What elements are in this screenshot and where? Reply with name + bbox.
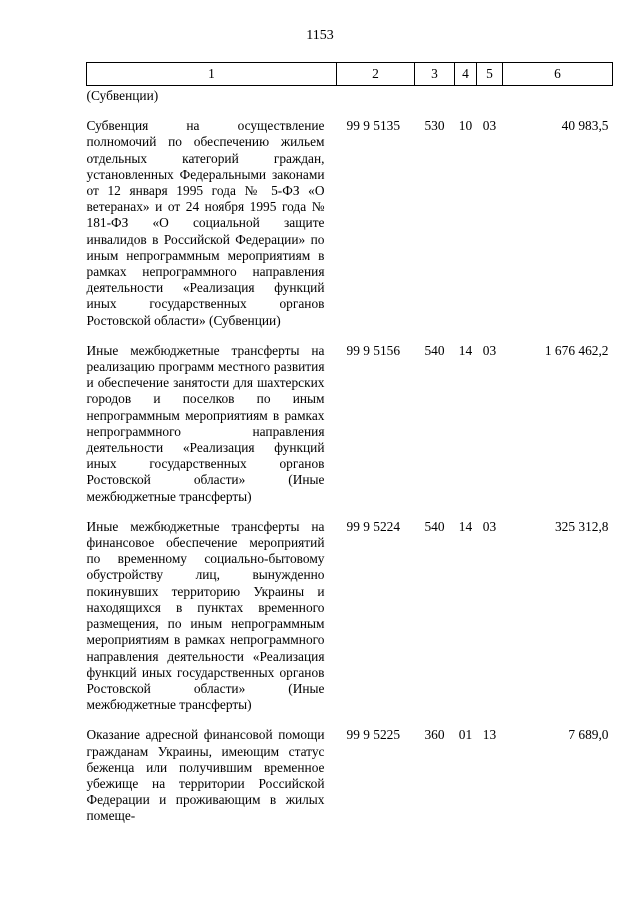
row-target-code: 99 9 5224 xyxy=(346,518,401,534)
row-section: 14 xyxy=(458,518,473,534)
table-row xyxy=(87,86,613,105)
row-description: Субвенция на осуществление полномочий по обеспечению жильем отдельных категорий граждан, установленных Федеральными законами от 12 января 1995 года № 5-ФЗ «О ветеранах» и от 24 ноября 1995 года № 181-ФЗ «О социальной защите инвалидов в Российской Федерации» по иным непрограммным мероприятиям в рамках непрограммного направления деятельности «Реализация функций иных государственных органов Ростовской области» (Субвенции) xyxy=(86,118,325,328)
col-header-3: 3 xyxy=(415,63,455,86)
table-row xyxy=(87,104,613,329)
col-header-1: 1 xyxy=(87,63,337,86)
col-header-2: 2 xyxy=(337,63,415,86)
table-row xyxy=(87,329,613,505)
row-description: Оказание адресной финансовой помощи гражданам Украины, имеющим статус беженца или получившим временное убежище на территории Российской Федерации и проживающим в жилых помеще- xyxy=(86,727,325,824)
row-subsection: 03 xyxy=(482,518,497,534)
row-amount: 1 676 462,2 xyxy=(544,342,609,358)
row-subsection: 03 xyxy=(482,342,497,358)
budget-table xyxy=(86,62,613,825)
row-target-code: 99 9 5156 xyxy=(346,342,401,358)
row-expense-type: 540 xyxy=(424,342,445,358)
row-subsection: 13 xyxy=(482,727,497,743)
row-amount: 40 983,5 xyxy=(561,118,609,134)
carryover-text: (Субвенции) xyxy=(86,88,159,103)
row-description: Иные межбюджетные трансферты на реализацию программ местного развития и обеспечение занятости для шахтерских городов и поселков по иным непрограммным мероприятиям в рамках непрограммного направления деятельности «Реализация функций иных государственных органов Ростовской области» (Иные межбюджетные трансферты) xyxy=(86,342,325,504)
col-header-6: 6 xyxy=(503,63,613,86)
row-section: 10 xyxy=(458,118,473,134)
row-amount: 325 312,8 xyxy=(554,518,609,534)
page-number: 1153 xyxy=(306,28,334,43)
row-expense-type: 530 xyxy=(424,118,445,134)
col-header-4: 4 xyxy=(455,63,477,86)
col-header-5: 5 xyxy=(477,63,503,86)
table-row xyxy=(87,713,613,824)
row-amount: 7 689,0 xyxy=(568,727,609,743)
row-section: 01 xyxy=(458,727,473,743)
header-row xyxy=(87,63,613,86)
row-subsection: 03 xyxy=(482,118,497,134)
row-description: Иные межбюджетные трансферты на финансовое обеспечение мероприятий по временному социально-бытовому обустройству лиц, вынужденно покинувших территорию Украины и находящихся в пунктах временного размещения, по иным непрограммным мероприятиям в рамках непрограммного направления деятельности «Реализация функций иных государственных органов Ростовской области» (Иные межбюджетные трансферты) xyxy=(86,518,325,713)
row-section: 14 xyxy=(458,342,473,358)
row-target-code: 99 9 5135 xyxy=(346,118,401,134)
row-expense-type: 360 xyxy=(424,727,445,743)
table-row xyxy=(87,505,613,713)
row-target-code: 99 9 5225 xyxy=(346,727,401,743)
row-expense-type: 540 xyxy=(424,518,445,534)
